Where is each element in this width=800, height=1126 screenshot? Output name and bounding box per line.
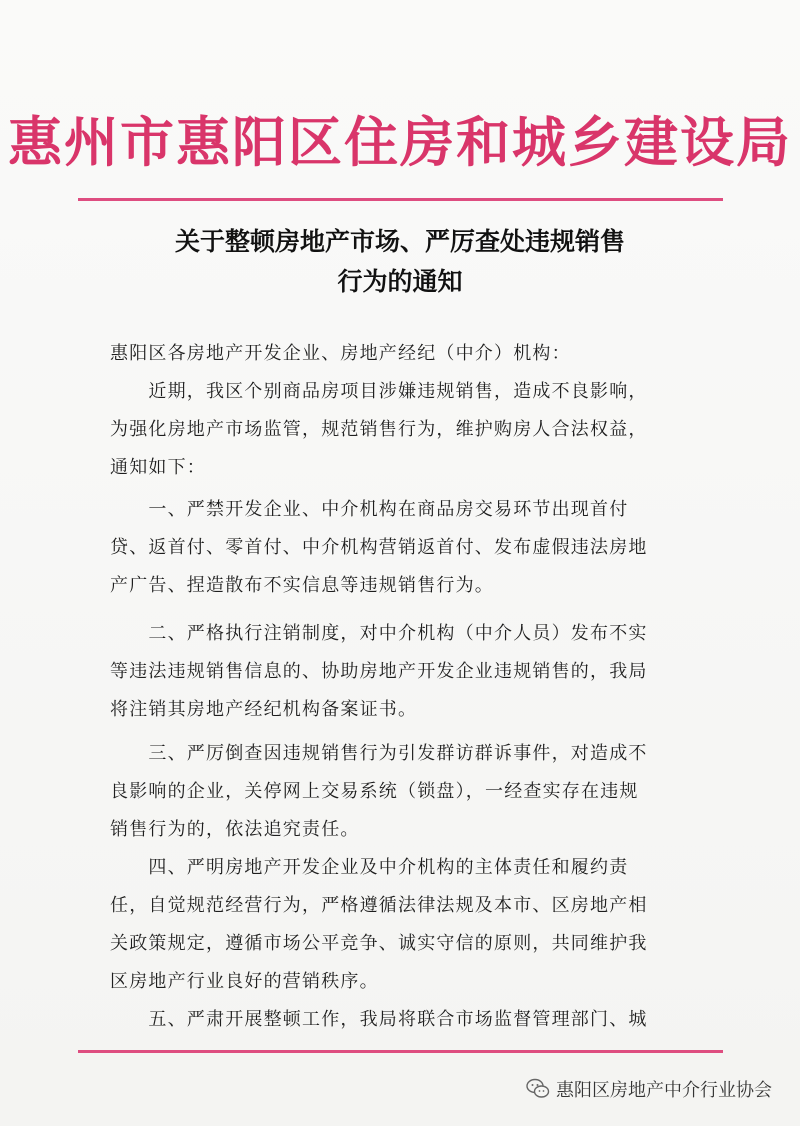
body-line: 为强化房地产市场监管，规范销售行为，维护购房人合法权益， [110, 419, 648, 440]
body-line: 良影响的企业，关停网上交易系统（锁盘），一经查实存在违规 [110, 781, 639, 802]
document-title-line-2: 行为的通知 [337, 267, 463, 296]
body-line: 一、严禁开发企业、中介机构在商品房交易环节出现首付 [110, 499, 629, 520]
body-line: 通知如下： [110, 457, 206, 478]
body-line: 区房地产行业良好的营销秩序。 [110, 971, 379, 992]
body-line: 四、严明房地产开发企业及中介机构的主体责任和履约责 [110, 857, 629, 878]
footer-red-rule [78, 1050, 723, 1053]
watermark [526, 1076, 772, 1102]
body-line: 销售行为的，依法追究责任。 [110, 819, 360, 840]
body-line: 近期，我区个别商品房项目涉嫌违规销售，造成不良影响， [110, 381, 648, 402]
organization-title: 惠州市惠阳区住房和城乡建设局 [8, 111, 792, 174]
body-line: 五、严肃开展整顿工作，我局将联合市场监督管理部门、城 [110, 1009, 648, 1030]
body-line: 将注销其房地产经纪机构备案证书。 [110, 699, 418, 720]
body-line: 二、严格执行注销制度，对中介机构（中介人员）发布不实 [110, 623, 648, 644]
body-line: 三、严厉倒查因违规销售行为引发群访群诉事件，对造成不 [110, 743, 648, 764]
watermark-text: 惠阳区房地产中介行业协会 [556, 1080, 772, 1101]
body-line: 贷、返首付、零首付、中介机构营销返首付、发布虚假违法房地 [110, 537, 648, 558]
document-title-line-1: 关于整顿房地产市场、严厉查处违规销售 [174, 227, 625, 256]
body-line: 关政策规定，遵循市场公平竞争、诚实守信的原则，共同维护我 [110, 933, 648, 954]
body-line: 任，自觉规范经营行为，严格遵循法律法规及本市、区房地产相 [110, 895, 648, 916]
body-line: 等违法违规销售信息的、协助房地产开发企业违规销售的，我局 [110, 661, 648, 682]
wechat-icon [526, 1078, 550, 1100]
header-red-rule [78, 198, 723, 201]
addressee-line: 惠阳区各房地产开发企业、房地产经纪（中介）机构： [110, 343, 571, 364]
body-line: 产广告、捏造散布不实信息等违规销售行为。 [110, 575, 494, 596]
